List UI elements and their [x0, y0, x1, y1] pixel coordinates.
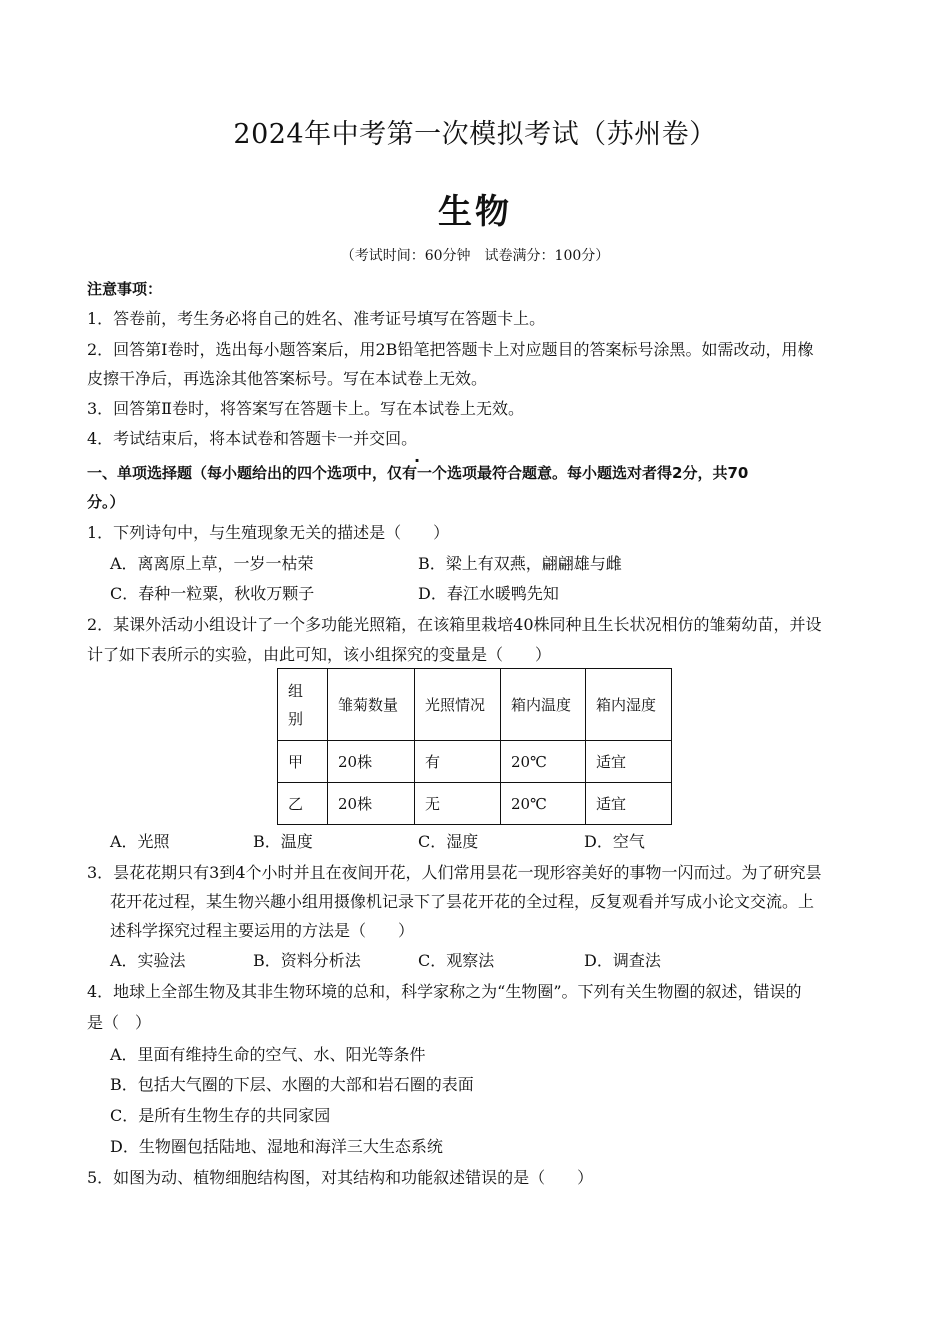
- option-b: B．资料分析法: [253, 951, 361, 970]
- notes-heading: 注意事项：: [87, 280, 163, 298]
- table-row: [278, 741, 672, 783]
- option-a: A．里面有维持生命的空气、水、阳光等条件: [110, 1045, 426, 1064]
- emphasis-text: 仅有一个: [387, 464, 448, 482]
- table-cell: 20℃: [501, 741, 586, 783]
- table-cell: 有: [415, 741, 501, 783]
- table-cell: 甲: [278, 741, 328, 783]
- table-header-row: [278, 669, 672, 741]
- experiment-table: [277, 668, 672, 825]
- question-stem: 3．昙花花期只有3到4个小时并且在夜间开花，人们常用昙花一现形容美好的事物一闪而过。为了研究昙: [87, 863, 822, 882]
- option-b: B．温度: [253, 832, 313, 851]
- option-c: C．观察法: [418, 951, 495, 970]
- option-d: D．调查法: [584, 951, 661, 970]
- table-header-cell: 光照情况: [415, 669, 501, 741]
- section-heading-part: 选项最符合题意。每小题选对者得2分，共70: [447, 464, 749, 482]
- question-stem: 5．如图为动、植物细胞结构图，对其结构和功能叙述错误的是（ ）: [87, 1168, 594, 1187]
- option-c: C．是所有生物生存的共同家园: [110, 1106, 331, 1125]
- option-b: B．梁上有双燕，翩翩雄与雌: [418, 554, 622, 573]
- question-stem-cont: 述科学探究过程主要运用的方法是（ ）: [110, 921, 415, 940]
- section-heading-part: 一、单项选择题（每小题给出的四个选项中，: [87, 464, 388, 482]
- note-item: 皮擦干净后，再选涂其他答案标号。写在本试卷上无效。: [87, 369, 488, 388]
- table-cell: 20株: [328, 783, 415, 825]
- table-header-cell: 雏菊数量: [328, 669, 415, 741]
- note-item: 2．回答第Ⅰ卷时，选出每小题答案后，用2B铅笔把答题卡上对应题目的答案标号涂黑。如需改动，用橡: [87, 340, 814, 359]
- question-stem-cont: 花开花过程，某生物兴趣小组用摄像机记录下了昙花开花的全过程，反复观看并写成小论文交流。上: [110, 892, 815, 911]
- table-header-cell: 箱内湿度: [586, 669, 672, 741]
- table-header-cell: 组别: [278, 669, 328, 741]
- option-a: A．离离原上草，一岁一枯荣: [110, 554, 314, 573]
- option-c: C．春种一粒粟，秋收万颗子: [110, 584, 315, 603]
- option-a: A．光照: [110, 832, 170, 851]
- note-item: 3．回答第Ⅱ卷时，将答案写在答题卡上。写在本试卷上无效。: [87, 399, 525, 418]
- exam-title: 2024年中考第一次模拟考试（苏州卷）: [233, 119, 717, 150]
- table-row: [278, 783, 672, 825]
- question-stem: 4．地球上全部生物及其非生物环境的总和，科学家称之为“生物圈”。下列有关生物圈的叙述，错误的: [87, 982, 802, 1001]
- table-cell: 无: [415, 783, 501, 825]
- table-cell: 适宜: [586, 741, 672, 783]
- table-cell: 20℃: [501, 783, 586, 825]
- subject-title: 生物: [438, 192, 512, 232]
- table-cell: 20株: [328, 741, 415, 783]
- option-c: C．湿度: [418, 832, 479, 851]
- question-stem: 2．某课外活动小组设计了一个多功能光照箱，在该箱里栽培40株同种且生长状况相仿的雏菊幼苗，并设: [87, 615, 822, 634]
- note-item: 4．考试结束后，将本试卷和答题卡一并交回。: [87, 429, 418, 448]
- question-stem: 1．下列诗句中，与生殖现象无关的描述是（ ）: [87, 523, 450, 542]
- option-a: A．实验法: [110, 951, 186, 970]
- table-cell: 适宜: [586, 783, 672, 825]
- exam-meta: （考试时间：60分钟 试卷满分：100分）: [340, 248, 610, 264]
- section-heading: [87, 462, 748, 483]
- option-d: D．生物圈包括陆地、湿地和海洋三大生态系统: [110, 1137, 443, 1156]
- table-header-cell: 箱内温度: [501, 669, 586, 741]
- note-item: 1．答卷前，考生务必将自己的姓名、准考证号填写在答题卡上。: [87, 309, 546, 328]
- question-stem-cont: 是（ ）: [87, 1013, 152, 1032]
- question-stem-cont: 计了如下表所示的实验，由此可知，该小组探究的变量是（ ）: [87, 645, 552, 664]
- option-d: D．空气: [584, 832, 645, 851]
- section-heading-cont: 分。）: [87, 493, 125, 511]
- option-d: D．春江水暖鸭先知: [418, 584, 559, 603]
- table-cell: 乙: [278, 783, 328, 825]
- option-b: B．包括大气圈的下层、水圈的大部和岩石圈的表面: [110, 1075, 474, 1094]
